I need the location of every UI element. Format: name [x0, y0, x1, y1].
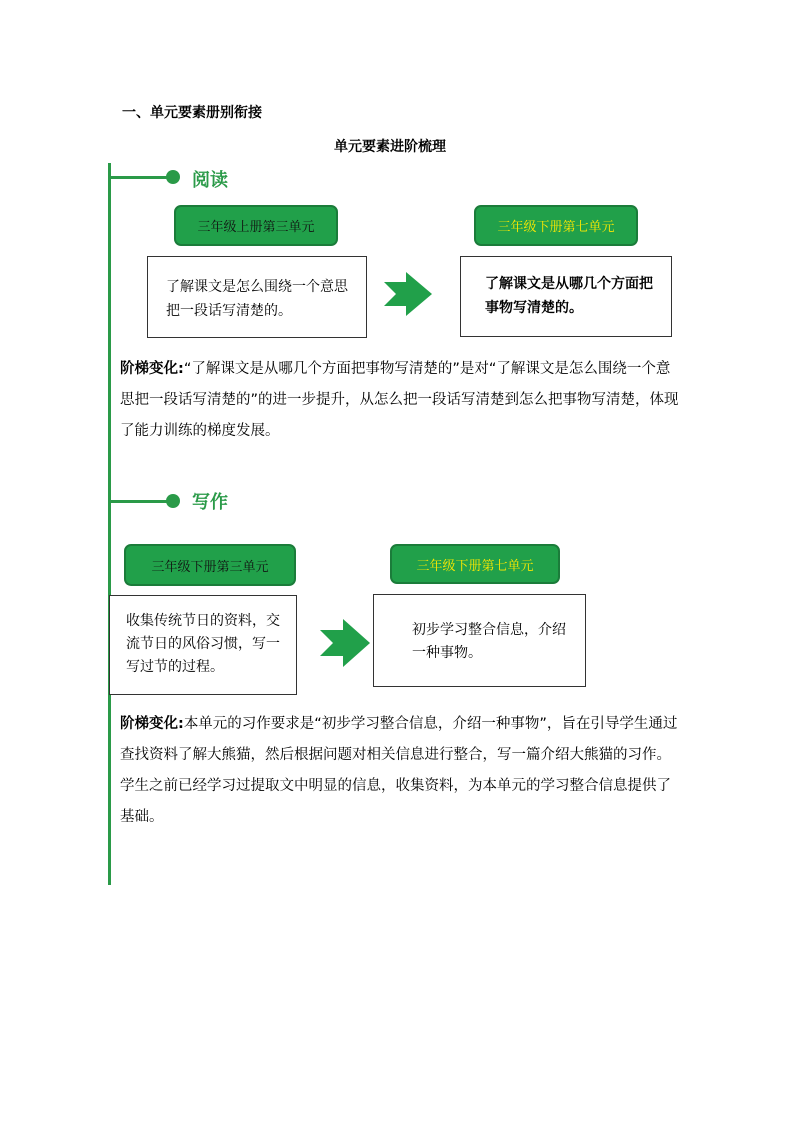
reading-to-box [460, 256, 672, 337]
writing-from-unit-pill: 三年级下册第三单元 [124, 544, 296, 586]
reading-change-paragraph [120, 354, 680, 447]
page-subtitle: 单元要素进阶梳理 [334, 139, 446, 155]
writing-change-label: 阶梯变化: [120, 716, 184, 732]
writing-from-box [109, 595, 297, 695]
right-arrow-icon [320, 619, 370, 667]
reading-from-box [147, 256, 367, 338]
reading-change-label: 阶梯变化: [120, 361, 184, 377]
writing-to-box [373, 594, 586, 687]
writing-change-paragraph [120, 709, 680, 833]
timeline-branch-writing [108, 500, 170, 503]
timeline-line [108, 163, 111, 885]
writing-from-text: 收集传统节日的资料，交流节日的风俗习惯，写一写过节的过程。 [126, 613, 280, 675]
section-heading: 一、单元要素册别衔接 [122, 105, 262, 121]
reading-from-text: 了解课文是怎么围绕一个意思把一段话写清楚的。 [166, 279, 348, 319]
bullet-dot-icon [166, 170, 180, 184]
reading-from-unit-pill: 三年级上册第三单元 [174, 205, 338, 246]
reading-change-text: “了解课文是从哪几个方面把事物写清楚的”是对“了解课文是怎么围绕一个意思把一段话写清楚的”的进一步提升，从怎么把一段话写清楚到怎么把事物写清楚，体现了能力训练的梯度发展。 [120, 361, 679, 439]
section-label-reading: 阅读 [192, 170, 228, 191]
bullet-dot-icon [166, 494, 180, 508]
section-label-writing: 写作 [192, 492, 228, 513]
timeline-branch-reading [108, 176, 170, 179]
reading-to-unit-pill: 三年级下册第七单元 [474, 205, 638, 246]
reading-to-text: 了解课文是从哪几个方面把事物写清楚的。 [485, 276, 653, 316]
writing-to-unit-pill: 三年级下册第七单元 [390, 544, 560, 584]
right-arrow-icon [384, 272, 432, 316]
writing-change-text: 本单元的习作要求是“初步学习整合信息，介绍一种事物”，旨在引导学生通过查找资料了解大熊猫，然后根据问题对相关信息进行整合，写一篇介绍大熊猫的习作。学生之前已经学习过提取文中明显的信息，收集资料，为本单元的学习整合信息提供了基础。 [120, 716, 678, 825]
writing-to-text: 初步学习整合信息，介绍一种事物。 [412, 622, 566, 661]
